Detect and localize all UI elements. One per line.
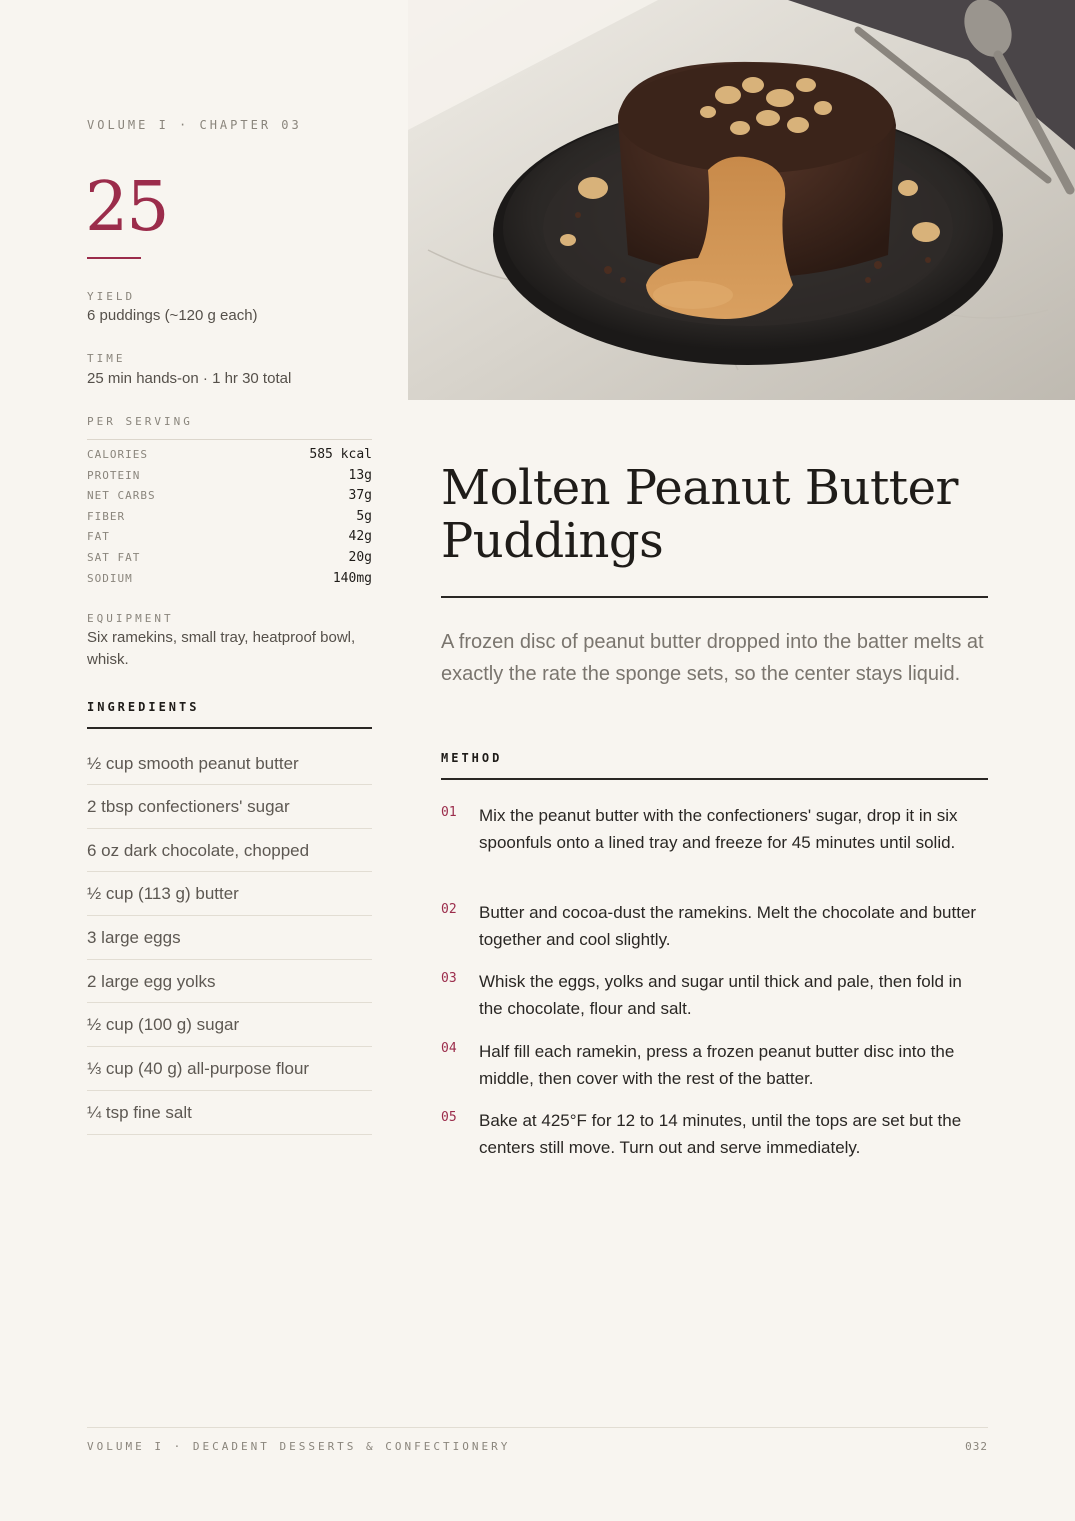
method-step	[441, 899, 988, 953]
hero-photo	[408, 0, 1075, 400]
step-number: 01	[441, 805, 457, 820]
time-label: TIME	[87, 352, 126, 365]
nutrition-row	[87, 550, 372, 571]
nutrition-row	[87, 468, 372, 489]
nutrition-row	[87, 571, 372, 592]
nutrition-name: CALORIES	[87, 448, 148, 461]
nutrition-row	[87, 447, 372, 468]
ingredient-item: ½ cup (113 g) butter	[87, 872, 372, 916]
nutrition-name: SAT FAT	[87, 550, 141, 564]
step-number: 05	[441, 1110, 457, 1125]
nutrition-value: 37g	[348, 488, 372, 504]
nutrition-name: FAT	[87, 530, 110, 544]
ingredients-rule	[87, 727, 372, 729]
ingredient-item: ¼ tsp fine salt	[87, 1091, 372, 1135]
nutrition-value: 585 kcal	[309, 447, 372, 462]
footer-volume: VOLUME I · DECADENT DESSERTS & CONFECTIONERY	[87, 1440, 511, 1453]
method-step	[441, 1038, 988, 1092]
ingredient-item: 2 tbsp confectioners' sugar	[87, 785, 372, 829]
step-number: 04	[441, 1041, 457, 1056]
recipe-title: Molten Peanut Butter Puddings	[441, 460, 958, 569]
nutrition-row	[87, 509, 372, 530]
per-serving-label: PER SERVING	[87, 415, 193, 428]
page-number: 032	[965, 1440, 988, 1453]
step-text: Butter and cocoa-dust the ramekins. Melt the chocolate and butter together and cool slightly.	[479, 903, 977, 949]
ingredient-item: 6 oz dark chocolate, chopped	[87, 829, 372, 873]
nutrition-value: 140mg	[332, 570, 372, 586]
method-step	[441, 802, 988, 856]
nutrition-rule	[87, 439, 372, 440]
nutrition-name: NET CARBS	[87, 489, 156, 503]
nutrition-value: 42g	[348, 529, 372, 545]
ingredient-item: ½ cup smooth peanut butter	[87, 743, 372, 785]
step-text: Whisk the eggs, yolks and sugar until thick and pale, then fold in the chocolate, flour and salt.	[479, 972, 962, 1018]
step-text: Half fill each ramekin, press a frozen peanut butter disc into the middle, then cover with the rest of the batter.	[479, 1042, 955, 1088]
ingredient-item: 3 large eggs	[87, 916, 372, 960]
equipment-label: EQUIPMENT	[87, 612, 174, 625]
ingredient-item: ⅓ cup (40 g) all-purpose flour	[87, 1047, 372, 1091]
method-step	[441, 968, 988, 1022]
nutrition-name: PROTEIN	[87, 468, 141, 482]
pudding-illustration	[408, 0, 1075, 400]
recipe-number-rule	[87, 257, 141, 259]
step-number: 03	[441, 971, 457, 986]
title-rule	[441, 596, 988, 598]
nutrition-value: 13g	[348, 467, 372, 483]
yield-label: YIELD	[87, 290, 136, 303]
nutrition-name: SODIUM	[87, 571, 133, 585]
step-text: Bake at 425°F for 12 to 14 minutes, until the tops are set but the centers still move. Turn out and serve immediately.	[479, 1111, 962, 1157]
recipe-number: 25	[85, 168, 168, 247]
nutrition-row	[87, 529, 372, 550]
method-heading: METHOD	[441, 751, 503, 765]
nutrition-value: 20g	[348, 549, 372, 565]
ingredient-item: 2 large egg yolks	[87, 960, 372, 1004]
nutrition-table	[87, 447, 372, 591]
nutrition-row	[87, 488, 372, 509]
ingredient-item: ½ cup (100 g) sugar	[87, 1003, 372, 1047]
footer-rule	[87, 1427, 988, 1428]
step-number: 02	[441, 902, 457, 917]
equipment-value: Six ramekins, small tray, heatproof bowl, whisk.	[87, 629, 356, 668]
method-step	[441, 1107, 988, 1161]
ingredients-heading: INGREDIENTS	[87, 700, 200, 714]
yield-value: 6 puddings (~120 g each)	[87, 307, 258, 324]
time-value: 25 min hands-on · 1 hr 30 total	[87, 370, 292, 387]
nutrition-name: FIBER	[87, 509, 126, 523]
nutrition-value: 5g	[356, 508, 372, 524]
step-text: Mix the peanut butter with the confectioners' sugar, drop it in six spoonfuls onto a lined tray and freeze for 45 minutes until solid.	[479, 806, 958, 852]
chapter-eyebrow: VOLUME I · CHAPTER 03	[87, 118, 302, 132]
ingredients-list	[87, 743, 372, 1135]
recipe-lede: A frozen disc of peanut butter dropped into the batter melts at exactly the rate the sponge sets, so the center stays liquid.	[441, 631, 984, 685]
method-rule	[441, 778, 988, 780]
